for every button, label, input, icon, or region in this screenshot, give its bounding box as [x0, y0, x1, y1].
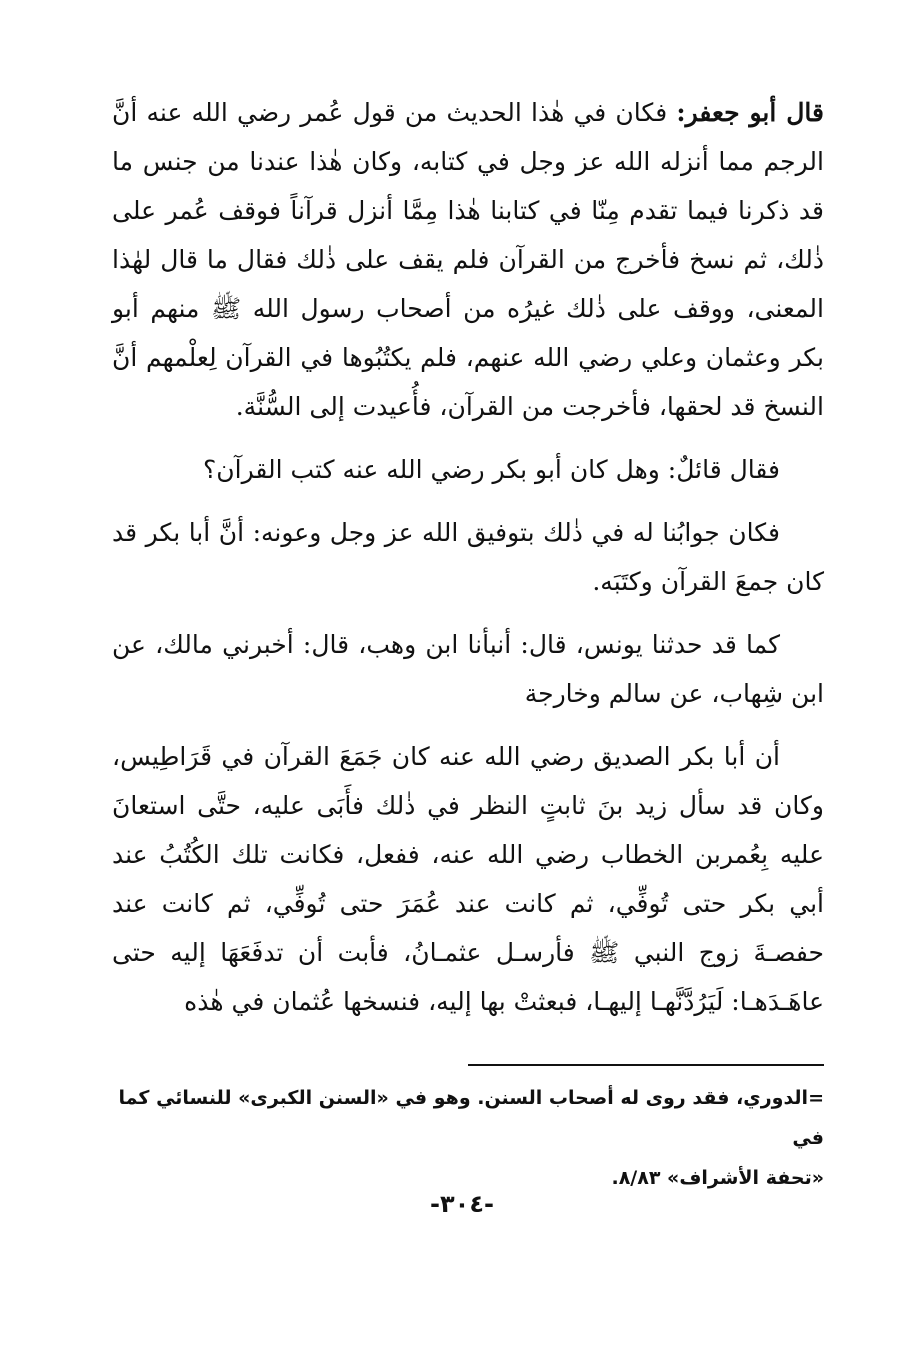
paragraph-1-text: فكان في هٰذا الحديث من قول عُمر رضي الله عنه أنَّ الرجم مما أنزله الله عز وجل في كتابه، وكان هٰذا عندنا من جنس ما قد ذكرنا فيما تقدم مِنّا في كتابنا هٰذا مِمَّا أنزل قرآناً فوقف عُمر على ذٰلك، ثم نسخ فأخرج من القرآن فلم يقف على ذٰلك فقال ما قال لهٰذا المعنى، ووقف على ذٰلك غيرُه من أصحاب رسول الله ﷺ منهم أبو بكر وعثمان وعلي رضي الله عنهم، فلم يكتُبُوها في القرآن لِعلْمهم أنَّ النسخ قد لحقها، فأخرجت من القرآن، فأُعيدت إلى السُّنَّة. — [112, 98, 824, 421]
page-number: -٣٠٤- — [430, 1190, 494, 1218]
paragraph-2: فقال قائلٌ: وهل كان أبو بكر رضي الله عنه كتب القرآن؟ — [203, 455, 780, 484]
footnote-line-2: «تحفة الأشراف» ٨/٨٣. — [611, 1167, 824, 1189]
footnote-divider — [468, 1064, 824, 1066]
paragraph-3: فكان جوابُنا له في ذٰلك بتوفيق الله عز وجل وعونه: أنَّ أبا بكر قد كان جمعَ القرآن وكتَبَه. — [112, 518, 824, 596]
footnote-line-1: =الدوري، فقد روى له أصحاب السنن. وهو في «السنن الكبرى» للنسائي كما في — [118, 1087, 824, 1149]
main-text — [112, 88, 824, 1040]
paragraph-1 — [112, 88, 824, 431]
footnote — [108, 1078, 824, 1198]
paragraph-4: كما قد حدثنا يونس، قال: أنبأنا ابن وهب، قال: أخبرني مالك، عن ابن شِهاب، عن سالم وخارجة — [112, 630, 824, 708]
paragraph-5: أن أبا بكر الصديق رضي الله عنه كان جَمَعَ القرآن في قَرَاطِيس، وكان قد سأل زيد بنَ ثابتٍ النظر في ذٰلك فأَبَى عليه، حتَّى استعانَ عليه بِعُمربن الخطاب رضي الله عنه، ففعل، فكانت تلك الكُتُبُ عند أبي بكر حتى تُوفِّي، ثم كانت عند عُمَرَ حتى تُوفِّي، ثم كانت عند حفصـةَ زوج النبي ﷺ فأرسـل عثمـانُ، فأبت أن تدفَعَهَا إليه حتى عاهَـدَهـا: لَيَرُدَّنَّهـا إليهـا، فبعثتْ بها إليه، فنسخها عُثمان في هٰذه — [112, 742, 824, 1016]
speaker-lead: قال أبو جعفر: — [676, 98, 824, 127]
